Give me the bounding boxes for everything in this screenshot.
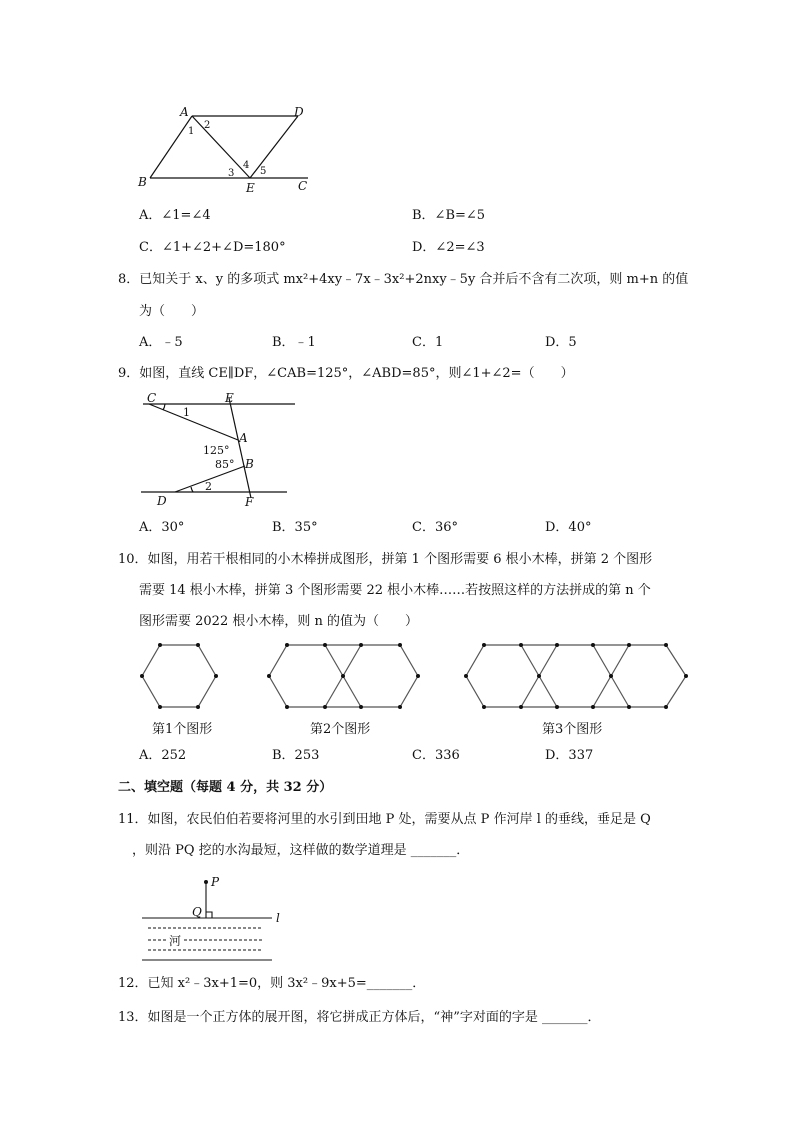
q7-option-b[interactable]: B．∠B=∠5 (412, 208, 486, 223)
q10-option-b[interactable]: B．253 (272, 748, 320, 763)
q9-label-A: A (239, 431, 248, 445)
q7-angle-1: 1 (188, 126, 195, 137)
q9-label-E: E (225, 391, 234, 405)
q10-option-a[interactable]: A．252 (139, 748, 187, 763)
q7-label-A: A (180, 105, 189, 119)
q8-option-c[interactable]: C．1 (412, 335, 444, 350)
q7-angle-4: 4 (243, 160, 250, 171)
q7-option-d[interactable]: D．∠2=∠3 (412, 240, 485, 255)
q11-stem-line2: ，则沿 PQ 挖的水沟最短，这样做的数学道理是 _______． (132, 843, 470, 858)
q9-angle-125: 125° (203, 444, 230, 457)
q11-label-l: l (276, 911, 280, 925)
q11-label-river: 河 (169, 934, 182, 948)
q11-stem-line1: 11．如图，农民伯伯若要将河里的水引到田地 P 处，需要从点 P 作河岸 l 的垂线，垂足是 Q (118, 812, 651, 827)
q9-option-c[interactable]: C．36° (412, 520, 458, 535)
q7-angle-3: 3 (228, 168, 235, 179)
q10-caption-3: 第3个图形 (542, 722, 603, 737)
q7-label-D: D (294, 105, 304, 119)
q9-label-C: C (147, 391, 157, 405)
q9-angle-2: 2 (205, 480, 212, 493)
q10-option-c[interactable]: C．336 (412, 748, 460, 763)
q8-stem-line2: 为（ ） (139, 304, 205, 319)
q12-stem: 12．已知 x²﹣3x+1=0，则 3x²﹣9x+5=_______． (118, 976, 426, 991)
q11-label-Q: Q (192, 905, 202, 919)
q8-option-a[interactable]: A．﹣5 (139, 335, 183, 350)
q8-option-b[interactable]: B．﹣1 (272, 335, 316, 350)
q9-label-F: F (245, 495, 254, 509)
q7-option-a[interactable]: A．∠1=∠4 (139, 208, 211, 223)
q10-stem-line3: 图形需要 2022 根小木棒，则 n 的值为（ ） (139, 614, 418, 629)
q11-label-P: P (211, 875, 220, 889)
section-2-title: 二、填空题（每题 4 分，共 32 分） (118, 780, 333, 795)
q9-option-b[interactable]: B．35° (272, 520, 318, 535)
q10-stem-line1: 10．如图，用若干根相同的小木棒拼成图形，拼第 1 个图形需要 6 根小木棒，拼第 2 个图形 (118, 552, 653, 567)
q10-caption-2: 第2个图形 (310, 722, 371, 737)
q9-option-d[interactable]: D．40° (545, 520, 592, 535)
q10-caption-1: 第1个图形 (152, 722, 213, 737)
q9-angle-85: 85° (215, 458, 235, 471)
q10-option-d[interactable]: D．337 (545, 748, 594, 763)
q9-angle-1: 1 (183, 406, 190, 419)
q13-stem: 13．如图是一个正方体的展开图，将它拼成正方体后，“神”字对面的字是 _______． (118, 1010, 601, 1025)
q8-option-d[interactable]: D．5 (545, 335, 577, 350)
q9-option-a[interactable]: A．30° (139, 520, 185, 535)
q7-label-C: C (298, 179, 308, 193)
q7-angle-5: 5 (260, 166, 267, 177)
q7-option-c[interactable]: C．∠1+∠2+∠D=180° (139, 240, 286, 255)
q7-label-B: B (138, 175, 147, 189)
q9-label-B: B (245, 457, 254, 471)
q10-stem-line2: 需要 14 根小木棒，拼第 3 个图形需要 22 根小木棒……若按照这样的方法拼成的第 n 个 (139, 583, 651, 598)
q8-stem-line1: 8．已知关于 x、y 的多项式 mx²+4xy﹣7x﹣3x²+2nxy﹣5y 合并后不含有二次项，则 m+n 的值 (118, 272, 689, 287)
q7-angle-2: 2 (204, 120, 211, 131)
q7-label-E: E (246, 181, 255, 195)
q9-label-D: D (157, 494, 167, 508)
q9-stem: 9．如图，直线 CE∥DF，∠CAB=125°，∠ABD=85°，则∠1+∠2=（ ） (118, 366, 574, 381)
q11-figure (138, 868, 298, 963)
